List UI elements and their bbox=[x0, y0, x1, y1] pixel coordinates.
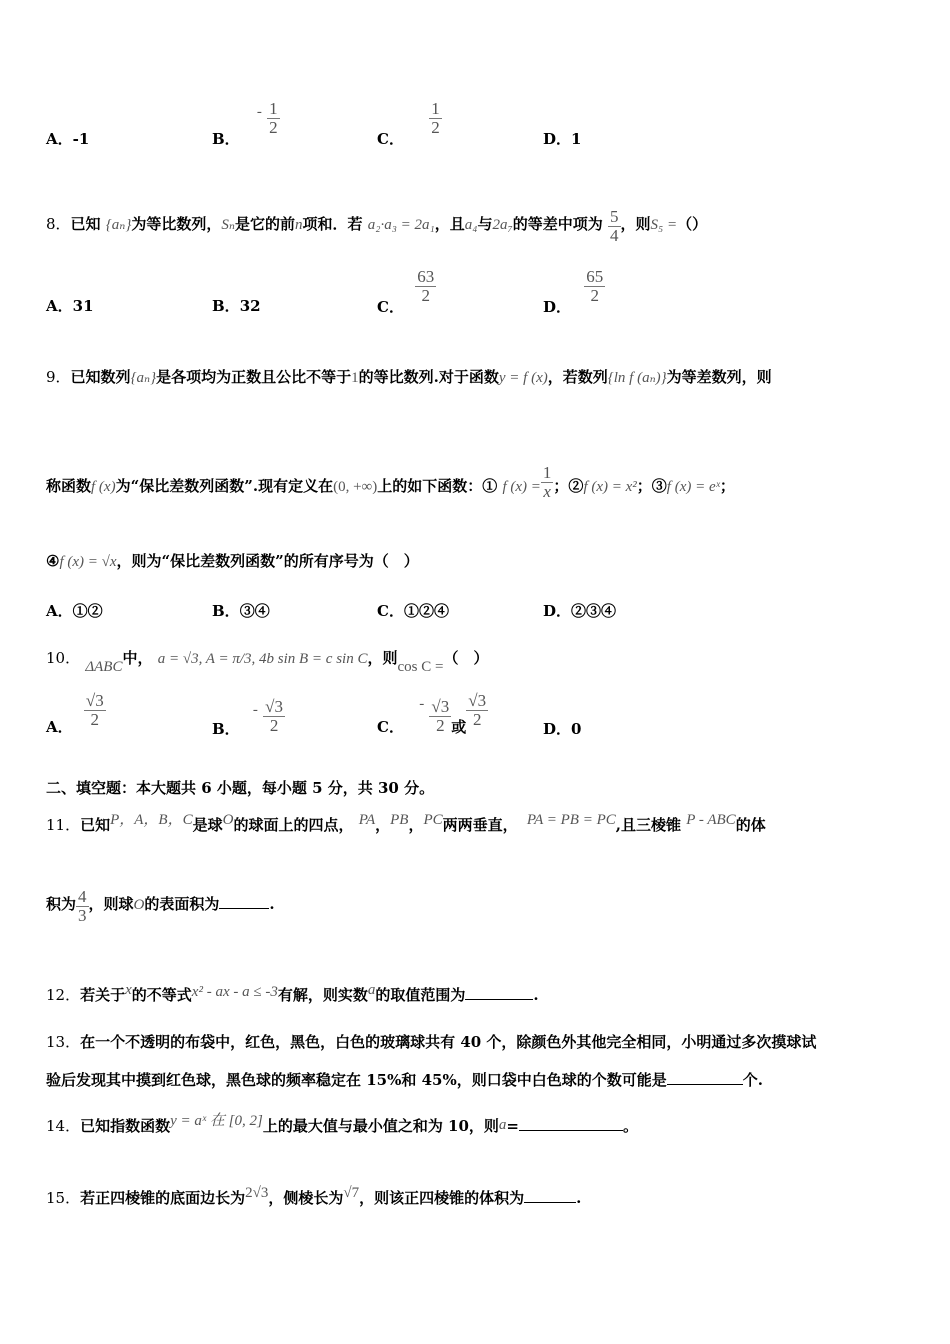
minus-sign: - bbox=[256, 104, 262, 120]
fraction bbox=[429, 698, 451, 735]
text: 的不等式 bbox=[131, 986, 192, 1004]
option-label: B． bbox=[212, 297, 240, 315]
question-number: 8． bbox=[46, 214, 71, 233]
text: 的球面上的四点， bbox=[233, 816, 354, 834]
text: = bbox=[506, 1117, 519, 1135]
fraction bbox=[584, 268, 605, 305]
denominator: 2 bbox=[415, 286, 436, 305]
triangle: ΔABC bbox=[85, 659, 123, 675]
q9-option-d bbox=[543, 600, 616, 621]
fraction bbox=[466, 692, 488, 729]
function: y = aˣ 在 [0, 2] bbox=[170, 1113, 263, 1129]
denominator: 3 bbox=[78, 905, 87, 925]
option-value: 0 bbox=[571, 720, 582, 738]
text: ④ bbox=[46, 552, 60, 570]
denominator: x bbox=[541, 482, 554, 501]
text: （） bbox=[677, 214, 708, 233]
question-number: 11． bbox=[46, 816, 81, 834]
option-label: D． bbox=[543, 298, 572, 316]
q9-option-c bbox=[377, 600, 449, 621]
numerator: 1 bbox=[542, 463, 552, 482]
equation: a₂·a₃ = 2a₁ bbox=[367, 216, 435, 233]
fraction bbox=[541, 464, 554, 501]
fraction bbox=[429, 100, 442, 137]
text: 为等比数列， bbox=[131, 214, 222, 233]
question-13 bbox=[46, 1031, 816, 1052]
question-14 bbox=[46, 1115, 638, 1136]
answer-blank[interactable] bbox=[519, 1117, 623, 1131]
text: ，则球 bbox=[88, 894, 134, 913]
text: 的取值范围为 bbox=[375, 986, 466, 1004]
text: ，则为“保比差数列函数”的所有序号为（ ） bbox=[116, 552, 419, 570]
text: 在一个不透明的布袋中，红色，黑色，白色的玻璃球共有 40 个，除颜色外其他完全相同，小明通过多次摸球试 bbox=[80, 1033, 817, 1051]
text: ，则 bbox=[620, 214, 651, 233]
comma: ， bbox=[375, 816, 391, 834]
text: 积为 bbox=[46, 894, 77, 913]
q9-option-b bbox=[212, 600, 270, 621]
q8-option-a bbox=[46, 295, 94, 316]
text: . bbox=[576, 1189, 582, 1207]
numerator: 1 bbox=[269, 99, 278, 118]
pyramid: P - ABC bbox=[686, 812, 736, 828]
q9-option-a bbox=[46, 600, 103, 621]
text: 的表面积为 bbox=[144, 894, 220, 913]
answer-blank[interactable] bbox=[465, 986, 533, 1000]
option-label: D． bbox=[543, 130, 572, 148]
condition: a = √3, A = π/3, 4b sin B = c sin C bbox=[157, 651, 368, 667]
text: 称函数 bbox=[46, 476, 92, 495]
text: ，则 bbox=[367, 649, 398, 667]
q8-option-d bbox=[543, 267, 605, 316]
numerator: √3 bbox=[468, 691, 487, 710]
denominator: 2 bbox=[269, 117, 278, 137]
text: ；③ bbox=[636, 476, 667, 495]
function: f (x) bbox=[91, 478, 116, 495]
question-13-line-2 bbox=[46, 1069, 763, 1090]
function-3: f (x) = eˣ bbox=[666, 478, 720, 495]
q10-option-a bbox=[46, 691, 106, 736]
numerator: 1 bbox=[431, 99, 440, 118]
text: 是它的前 bbox=[234, 214, 295, 233]
fraction bbox=[608, 208, 621, 245]
edge-length: √7 bbox=[343, 1185, 360, 1201]
denominator: 2 bbox=[584, 286, 605, 305]
answer-blank[interactable] bbox=[524, 1189, 576, 1203]
text: 为等差数列，则 bbox=[666, 368, 772, 386]
denominator: 2 bbox=[466, 710, 488, 729]
question-9 bbox=[46, 366, 772, 387]
numerator: √3 bbox=[85, 691, 104, 710]
option-label: C． bbox=[377, 602, 404, 620]
option-label: A． bbox=[46, 718, 73, 736]
q10-option-b bbox=[212, 697, 285, 738]
text: ,且三棱锥 bbox=[615, 816, 681, 834]
term: a₄ bbox=[464, 216, 478, 233]
question-number: 9． bbox=[46, 368, 71, 386]
text: 为“保比差数列函数”.现有定义在 bbox=[115, 476, 334, 495]
section-heading: 二、填空题：本大题共 6 小题，每小题 5 分，共 30 分。 bbox=[46, 779, 435, 797]
fraction bbox=[267, 100, 280, 137]
text: 的体 bbox=[735, 816, 766, 834]
option-label: B． bbox=[212, 602, 240, 620]
question-8 bbox=[46, 208, 707, 245]
option-label: A． bbox=[46, 602, 73, 620]
sphere-center: O bbox=[133, 896, 145, 913]
numerator: √3 bbox=[265, 697, 283, 716]
answer-blank[interactable] bbox=[667, 1071, 743, 1085]
option-value: 32 bbox=[239, 297, 261, 315]
sequence: {aₙ} bbox=[130, 370, 157, 386]
numerator: 63 bbox=[417, 267, 435, 286]
ln-sequence: {ln f (aₙ)} bbox=[607, 370, 667, 386]
question-9-line-3 bbox=[46, 550, 419, 571]
text: ，则该正四棱锥的体积为 bbox=[359, 1189, 525, 1207]
points: P，A，B，C bbox=[110, 812, 193, 828]
text: ，且 bbox=[434, 214, 465, 233]
numerator: 5 bbox=[610, 207, 619, 226]
term: 2a₇ bbox=[492, 216, 513, 233]
var-x: x bbox=[125, 982, 132, 998]
question-11-line-2 bbox=[46, 888, 275, 925]
fraction bbox=[84, 692, 106, 729]
q7-option-a bbox=[46, 128, 89, 149]
text: 与 bbox=[477, 214, 493, 233]
text: 上的如下函数：① bbox=[377, 476, 498, 495]
text: 已知 bbox=[70, 214, 101, 233]
option-label: C． bbox=[377, 298, 404, 316]
text: 是球 bbox=[192, 816, 223, 834]
text: 项和．若 bbox=[302, 214, 363, 233]
option-label: B． bbox=[212, 720, 240, 738]
target: S₅ = bbox=[650, 216, 678, 233]
text: 上的最大值与最小值之和为 10，则 bbox=[262, 1117, 499, 1135]
text: 。 bbox=[623, 1117, 639, 1135]
text: 若关于 bbox=[80, 986, 126, 1004]
comma: ， bbox=[408, 816, 424, 834]
function-4: f (x) = √x bbox=[59, 554, 117, 570]
text: 两两垂直， bbox=[442, 816, 518, 834]
q7-option-b bbox=[212, 99, 280, 148]
q10-option-c bbox=[377, 692, 488, 735]
text: ； bbox=[719, 476, 735, 495]
text: 的等比数列.对于函数 bbox=[358, 368, 499, 386]
answer-blank[interactable] bbox=[219, 895, 269, 909]
question-15 bbox=[46, 1187, 581, 1208]
target: cos C = bbox=[397, 659, 444, 675]
option-label: C． bbox=[377, 130, 404, 148]
denominator: 2 bbox=[431, 117, 440, 137]
denominator: 4 bbox=[610, 225, 619, 245]
text: ；② bbox=[553, 476, 584, 495]
q7-option-c bbox=[377, 99, 442, 148]
q7-option-d bbox=[543, 128, 581, 149]
equation: PA = PB = PC bbox=[526, 812, 616, 828]
fraction bbox=[76, 888, 89, 925]
domain: (0, +∞) bbox=[333, 478, 378, 495]
text: ，若数列 bbox=[547, 368, 608, 386]
option-label: C． bbox=[377, 718, 404, 736]
sum: Sₙ bbox=[221, 216, 235, 233]
text: 若正四棱锥的底面边长为 bbox=[80, 1189, 246, 1207]
option-label: D． bbox=[543, 720, 572, 738]
option-label: A． bbox=[46, 130, 73, 148]
function: y = f (x) bbox=[498, 370, 548, 386]
denominator: 2 bbox=[84, 710, 106, 729]
var-n: n bbox=[295, 216, 303, 233]
var-a: a bbox=[498, 1117, 507, 1133]
function-1: f (x) = bbox=[502, 478, 541, 495]
or-text: 或 bbox=[451, 718, 467, 736]
text: 个. bbox=[742, 1071, 763, 1089]
text: 已知数列 bbox=[70, 368, 131, 386]
text: 有解，则实数 bbox=[277, 986, 368, 1004]
segment-pb: PB bbox=[390, 812, 409, 828]
question-number: 13． bbox=[46, 1033, 81, 1051]
side-length: 2√3 bbox=[245, 1185, 269, 1201]
text: （ ） bbox=[443, 649, 489, 667]
minus-sign: - bbox=[252, 702, 258, 718]
segment-pa: PA bbox=[358, 812, 376, 828]
question-number: 10． bbox=[46, 649, 81, 667]
function-2: f (x) = x² bbox=[583, 478, 637, 495]
sphere-center: O bbox=[222, 812, 234, 828]
option-value: ①②④ bbox=[403, 602, 449, 620]
q8-option-c bbox=[377, 267, 436, 316]
sequence: {aₙ} bbox=[105, 216, 132, 233]
text: 中， bbox=[122, 649, 153, 667]
fraction bbox=[415, 268, 436, 305]
option-value: ①② bbox=[72, 602, 103, 620]
fraction bbox=[263, 698, 285, 735]
text: . bbox=[269, 894, 275, 913]
question-10 bbox=[46, 647, 489, 675]
numerator: 4 bbox=[78, 887, 87, 906]
option-value: -1 bbox=[72, 130, 90, 148]
option-label: D． bbox=[543, 602, 572, 620]
numerator: √3 bbox=[431, 697, 450, 716]
question-11 bbox=[46, 814, 766, 835]
denominator: 2 bbox=[263, 716, 285, 735]
question-9-line-2 bbox=[46, 464, 735, 501]
q8-option-b bbox=[212, 295, 261, 316]
option-label: B． bbox=[212, 130, 240, 148]
text: . bbox=[533, 986, 539, 1004]
text: 已知指数函数 bbox=[80, 1117, 171, 1135]
minus-sign: - bbox=[419, 696, 425, 712]
segment-pc: PC bbox=[423, 812, 443, 828]
option-value: ③④ bbox=[239, 602, 270, 620]
q10-option-d bbox=[543, 718, 581, 739]
option-value: 1 bbox=[571, 130, 582, 148]
numerator: 65 bbox=[586, 267, 604, 286]
question-12 bbox=[46, 984, 539, 1005]
question-number: 14． bbox=[46, 1117, 81, 1135]
option-value: 31 bbox=[72, 297, 94, 315]
number-one: 1 bbox=[351, 370, 359, 386]
text: 已知 bbox=[80, 816, 111, 834]
inequality: x² - ax - a ≤ -3 bbox=[191, 984, 278, 1000]
text: ，侧棱长为 bbox=[268, 1189, 344, 1207]
var-a: a bbox=[367, 982, 376, 998]
option-label: A． bbox=[46, 297, 73, 315]
text: 是各项均为正数且公比不等于 bbox=[156, 368, 352, 386]
text: 的等差中项为 bbox=[512, 214, 603, 233]
option-value: ②③④ bbox=[571, 602, 617, 620]
text: 验后发现其中摸到红色球，黑色球的频率稳定在 15%和 45%，则口袋中白色球的个数可能是 bbox=[46, 1071, 667, 1089]
denominator: 2 bbox=[429, 716, 451, 735]
question-number: 12． bbox=[46, 986, 81, 1004]
question-number: 15． bbox=[46, 1189, 81, 1207]
